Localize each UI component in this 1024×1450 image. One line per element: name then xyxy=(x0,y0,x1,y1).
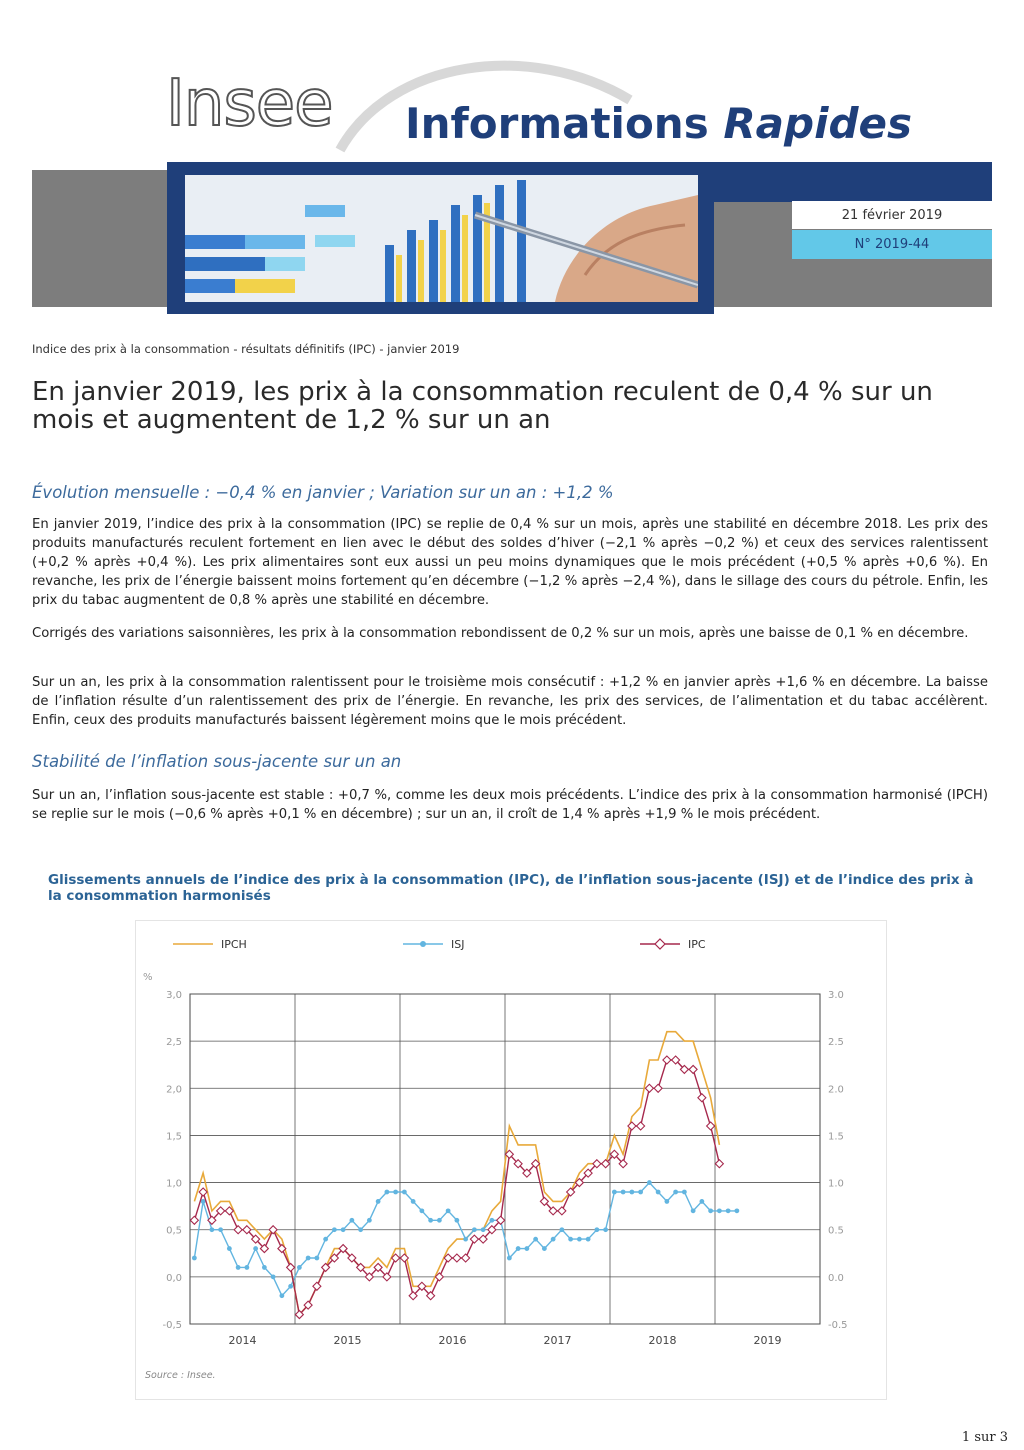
ipc-point xyxy=(637,1122,645,1130)
chart-with-pen-image xyxy=(185,175,698,302)
ipc-point xyxy=(462,1254,470,1262)
legend-label-ipch: IPCH xyxy=(221,938,247,951)
isj-point xyxy=(629,1190,634,1195)
section1-paragraph-3: Sur un an, les prix à la consommation ralentissent pour le troisième mois consécutif : +1,2 % en janvier après +1,6 % en décembre. La baisse de l’inflation résulte d’un ralentissement des prix de l’énergie. En revanche, les prix des services, de l’alimentation et du tabac accélèrent. Enfin, ceux des produits manufacturés baissent légèrement moins que le mois précédent. xyxy=(32,675,988,728)
isj-point xyxy=(209,1227,214,1232)
ytick-left-label: 1,5 xyxy=(166,1131,182,1143)
ipc-point xyxy=(698,1094,706,1102)
isj-point xyxy=(489,1218,494,1223)
isj-point xyxy=(358,1227,363,1232)
isj-point xyxy=(542,1246,547,1251)
isj-point xyxy=(481,1227,486,1232)
subject-line: Indice des prix à la consommation - résultats définitifs (IPC) - janvier 2019 xyxy=(32,342,460,356)
isj-point xyxy=(717,1208,722,1213)
section1-paragraph-2: Corrigés des variations saisonnières, les prix à la consommation rebondissent de 0,2 % sur un mois, après une baisse de 0,1 % en décembre. xyxy=(32,626,969,641)
ipc-point xyxy=(689,1065,697,1073)
isj-point xyxy=(533,1237,538,1242)
series-line-ipch xyxy=(194,1032,719,1315)
isj-point xyxy=(227,1246,232,1251)
isj-point xyxy=(621,1190,626,1195)
isj-point xyxy=(437,1218,442,1223)
isj-point xyxy=(507,1256,512,1261)
isj-point xyxy=(384,1190,389,1195)
isj-point xyxy=(673,1190,678,1195)
ipc-point xyxy=(234,1226,242,1234)
isj-point xyxy=(454,1218,459,1223)
isj-point xyxy=(271,1274,276,1279)
ytick-right-label: 1.5 xyxy=(828,1131,844,1143)
isj-point xyxy=(393,1190,398,1195)
ipc-point xyxy=(287,1263,295,1271)
isj-point xyxy=(262,1265,267,1270)
isj-point xyxy=(568,1237,573,1242)
ipc-point xyxy=(453,1254,461,1262)
isj-point xyxy=(297,1265,302,1270)
ytick-right-label: 0.5 xyxy=(828,1225,844,1237)
xtick-year-label: 2019 xyxy=(753,1334,782,1347)
publication-title xyxy=(405,99,913,148)
isj-point xyxy=(638,1190,643,1195)
isj-point xyxy=(734,1208,739,1213)
xtick-year-label: 2016 xyxy=(438,1334,467,1347)
xtick-year-label: 2018 xyxy=(648,1334,677,1347)
isj-point xyxy=(306,1256,311,1261)
headline: En janvier 2019, les prix à la consommation reculent de 0,4 % sur un mois et augmentent de 1,2 % sur un an xyxy=(32,377,933,435)
isj-point xyxy=(279,1293,284,1298)
isj-point xyxy=(463,1237,468,1242)
ytick-right-label: -0.5 xyxy=(828,1320,848,1331)
ipc-point xyxy=(663,1056,671,1064)
isj-point xyxy=(428,1218,433,1223)
xtick-year-label: 2015 xyxy=(333,1334,362,1347)
ytick-left-label: 0,0 xyxy=(166,1272,182,1284)
isj-point xyxy=(524,1246,529,1251)
legend-marker xyxy=(655,939,665,949)
isj-point xyxy=(691,1208,696,1213)
isj-point xyxy=(411,1199,416,1204)
ipc-point xyxy=(199,1188,207,1196)
title-informations: Informations xyxy=(405,99,709,148)
isj-point xyxy=(603,1227,608,1232)
isj-point xyxy=(726,1208,731,1213)
isj-point xyxy=(341,1227,346,1232)
ytick-right-label: 3.0 xyxy=(828,990,844,1001)
legend-label-ipc: IPC xyxy=(688,938,706,951)
isj-point xyxy=(376,1199,381,1204)
ytick-left-label: 2,0 xyxy=(166,1084,182,1096)
ytick-left-label: -0,5 xyxy=(162,1320,182,1331)
isj-point xyxy=(612,1190,617,1195)
ipc-point xyxy=(470,1235,478,1243)
header-photo xyxy=(185,175,698,302)
page-number: 1 sur 3 xyxy=(961,1430,1008,1445)
section1-paragraph-1: En janvier 2019, l’indice des prix à la consommation (IPC) se replie de 0,4 % sur un mois, après une stabilité en décembre 2018. Les prix des produits manufacturés reculent fortement en lien avec le début des soldes d’hiver (−2,1 % après −0,2 %) et ceux des services ralentissent (+0,2 % après +0,4 %). Les prix alimentaires sont eux aussi un peu moins dynamiques que le mois précédent (+0,5 % après +0,6 %). En revanche, les prix de l’énergie baissent moins fortement qu’en décembre (−1,2 % après −2,4 %), dans le sillage des cours du pétrole. Enfin, les prix du tabac augmentent de 0,8 % après une stabilité en décembre. xyxy=(32,517,988,608)
ipc-point xyxy=(313,1282,321,1290)
isj-point xyxy=(647,1180,652,1185)
isj-point xyxy=(472,1227,477,1232)
isj-point xyxy=(367,1218,372,1223)
ytick-left-label: 1,0 xyxy=(166,1178,182,1190)
xtick-year-label: 2014 xyxy=(228,1334,257,1347)
ytick-right-label: 2.5 xyxy=(828,1037,844,1049)
isj-point xyxy=(446,1208,451,1213)
ytick-right-label: 1.0 xyxy=(828,1178,844,1190)
isj-point xyxy=(419,1208,424,1213)
ytick-right-label: 2.0 xyxy=(828,1084,844,1096)
isj-point xyxy=(682,1190,687,1195)
chart-title: Glissements annuels de l’indice des prix à la consommation (IPC), de l’inflation sous-jacente (ISJ) et de l’indice des prix à la consommation harmonisés xyxy=(48,872,974,904)
isj-point xyxy=(218,1227,223,1232)
ipc-point xyxy=(707,1122,715,1130)
publication-date: 21 février 2019 xyxy=(792,201,992,229)
isj-point xyxy=(656,1190,661,1195)
isj-point xyxy=(559,1227,564,1232)
chart xyxy=(135,920,887,1400)
isj-point xyxy=(332,1227,337,1232)
section1-title: Évolution mensuelle : −0,4 % en janvier ; Variation sur un an : +1,2 % xyxy=(32,483,614,502)
section2-paragraph-1: Sur un an, l’inflation sous-jacente est stable : +0,7 %, comme les deux mois précédents. L’indice des prix à la consommation harmonisé (IPCH) se replie sur le mois (−0,6 % après +0,1 % en décembre) ; sur un an, il croît de 1,4 % après +1,9 % le mois précédent. xyxy=(32,788,988,822)
isj-point xyxy=(708,1208,713,1213)
ytick-left-label: 3,0 xyxy=(166,990,182,1001)
isj-point xyxy=(577,1237,582,1242)
isj-point xyxy=(288,1284,293,1289)
ytick-right-label: 0.0 xyxy=(828,1272,844,1284)
ipc-point xyxy=(715,1160,723,1168)
section2-title: Stabilité de l’inflation sous-jacente sur un an xyxy=(32,752,402,771)
insee-logo[interactable]: Insee xyxy=(166,67,333,141)
isj-point xyxy=(244,1265,249,1270)
isj-point xyxy=(551,1237,556,1242)
ipc-point xyxy=(190,1216,198,1224)
legend-marker xyxy=(420,941,426,947)
unit-label: % xyxy=(143,972,153,983)
ipc-point xyxy=(645,1084,653,1092)
isj-point xyxy=(402,1190,407,1195)
ytick-left-label: 0,5 xyxy=(166,1225,182,1237)
isj-point xyxy=(594,1227,599,1232)
xtick-year-label: 2017 xyxy=(543,1334,572,1347)
isj-point xyxy=(314,1256,319,1261)
isj-point xyxy=(699,1199,704,1204)
isj-point xyxy=(192,1256,197,1261)
title-rapides: Rapides xyxy=(723,99,913,148)
isj-point xyxy=(586,1237,591,1242)
publication-number: N° 2019-44 xyxy=(792,230,992,259)
chart-source: Source : Insee. xyxy=(145,1370,216,1381)
isj-point xyxy=(516,1246,521,1251)
ipc-point xyxy=(654,1084,662,1092)
isj-point xyxy=(253,1246,258,1251)
ipc-point xyxy=(558,1207,566,1215)
ytick-left-label: 2,5 xyxy=(166,1037,182,1049)
isj-point xyxy=(323,1237,328,1242)
isj-point xyxy=(236,1265,241,1270)
isj-point xyxy=(349,1218,354,1223)
legend-label-isj: ISJ xyxy=(451,938,465,951)
isj-point xyxy=(664,1199,669,1204)
